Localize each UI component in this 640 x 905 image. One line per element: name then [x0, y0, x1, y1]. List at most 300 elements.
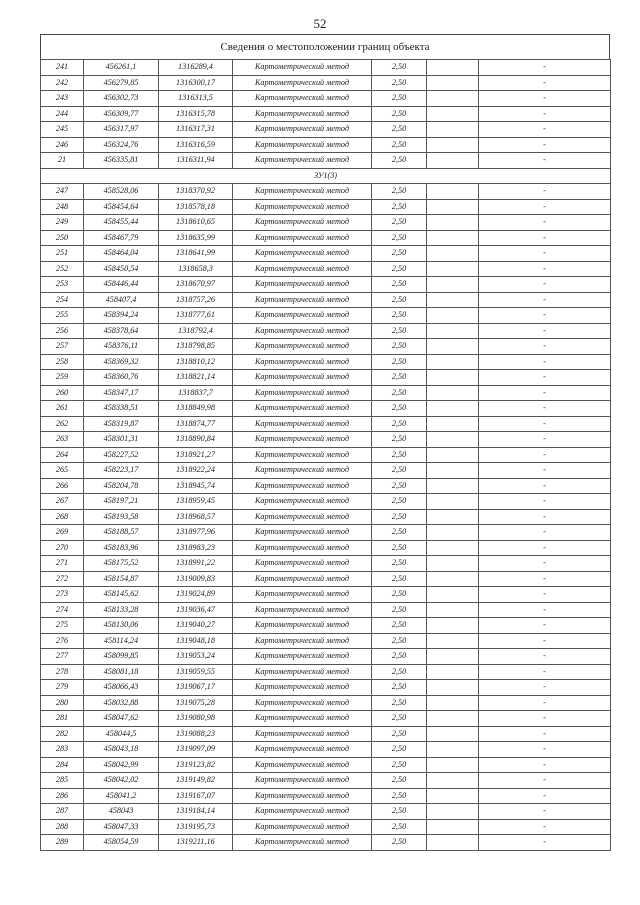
description-cell: -: [479, 277, 611, 293]
table-row: [41, 680, 611, 696]
table-row: [41, 525, 611, 541]
determination-method: Картометрический метод: [233, 308, 372, 324]
determination-method: Картометрический метод: [233, 773, 372, 789]
determination-method: Картометрический метод: [233, 649, 372, 665]
table-row: [41, 773, 611, 789]
table-row: [41, 726, 611, 742]
accuracy-value: 2,50: [372, 757, 427, 773]
point-number: 270: [41, 540, 84, 556]
determination-method: Картометрический метод: [233, 60, 372, 76]
description-cell: -: [479, 401, 611, 417]
coordinate-x: 458204,78: [84, 478, 159, 494]
table-row: [41, 664, 611, 680]
description-cell: -: [479, 354, 611, 370]
determination-method: Картометрический метод: [233, 277, 372, 293]
description-cell: -: [479, 494, 611, 510]
point-number: 243: [41, 91, 84, 107]
table-row: [41, 494, 611, 510]
coordinate-x: 458227,52: [84, 447, 159, 463]
table-row: [41, 292, 611, 308]
empty-cell: [427, 385, 479, 401]
table-row: [41, 788, 611, 804]
coordinate-x: 458032,88: [84, 695, 159, 711]
accuracy-value: 2,50: [372, 401, 427, 417]
point-number: 253: [41, 277, 84, 293]
point-number: 260: [41, 385, 84, 401]
point-number: 254: [41, 292, 84, 308]
table-row: [41, 633, 611, 649]
empty-cell: [427, 804, 479, 820]
coordinate-x: 458043,18: [84, 742, 159, 758]
table-row: [41, 199, 611, 215]
coordinate-y: 1318837,7: [159, 385, 233, 401]
coordinate-y: 1318578,18: [159, 199, 233, 215]
description-cell: -: [479, 261, 611, 277]
coordinate-y: 1319211,16: [159, 835, 233, 851]
accuracy-value: 2,50: [372, 292, 427, 308]
determination-method: Картометрический метод: [233, 246, 372, 262]
empty-cell: [427, 726, 479, 742]
coordinate-x: 458175,52: [84, 556, 159, 572]
empty-cell: [427, 370, 479, 386]
table-row: [41, 602, 611, 618]
point-number: 289: [41, 835, 84, 851]
description-cell: -: [479, 91, 611, 107]
description-cell: -: [479, 308, 611, 324]
determination-method: Картометрический метод: [233, 153, 372, 169]
coordinate-x: 458066,43: [84, 680, 159, 696]
table-row: [41, 122, 611, 138]
description-cell: -: [479, 60, 611, 76]
point-number: 274: [41, 602, 84, 618]
coordinate-x: 458347,17: [84, 385, 159, 401]
point-number: 283: [41, 742, 84, 758]
coordinate-y: 1318983,23: [159, 540, 233, 556]
coordinate-x: 458054,59: [84, 835, 159, 851]
description-cell: -: [479, 525, 611, 541]
determination-method: Картометрический метод: [233, 416, 372, 432]
determination-method: Картометрический метод: [233, 571, 372, 587]
accuracy-value: 2,50: [372, 323, 427, 339]
empty-cell: [427, 649, 479, 665]
table-row: [41, 385, 611, 401]
accuracy-value: 2,50: [372, 773, 427, 789]
coordinate-y: 1318849,98: [159, 401, 233, 417]
point-number: 271: [41, 556, 84, 572]
coordinate-y: 1319067,17: [159, 680, 233, 696]
point-number: 275: [41, 618, 84, 634]
accuracy-value: 2,50: [372, 246, 427, 262]
empty-cell: [427, 525, 479, 541]
point-number: 287: [41, 804, 84, 820]
point-number: 251: [41, 246, 84, 262]
description-cell: -: [479, 447, 611, 463]
point-number: 267: [41, 494, 84, 510]
determination-method: Картометрический метод: [233, 618, 372, 634]
coordinate-x: 458467,79: [84, 230, 159, 246]
coordinate-x: 458360,76: [84, 370, 159, 386]
coordinate-x: 458130,06: [84, 618, 159, 634]
point-number: 272: [41, 571, 84, 587]
point-number: 282: [41, 726, 84, 742]
determination-method: Картометрический метод: [233, 711, 372, 727]
coordinate-y: 1318922,24: [159, 463, 233, 479]
empty-cell: [427, 122, 479, 138]
empty-cell: [427, 835, 479, 851]
determination-method: Картометрический метод: [233, 804, 372, 820]
empty-cell: [427, 339, 479, 355]
accuracy-value: 2,50: [372, 618, 427, 634]
determination-method: Картометрический метод: [233, 401, 372, 417]
point-number: 264: [41, 447, 84, 463]
determination-method: Картометрический метод: [233, 494, 372, 510]
table-row: [41, 540, 611, 556]
empty-cell: [427, 478, 479, 494]
accuracy-value: 2,50: [372, 447, 427, 463]
empty-cell: [427, 60, 479, 76]
point-number: 276: [41, 633, 84, 649]
accuracy-value: 2,50: [372, 556, 427, 572]
description-cell: -: [479, 153, 611, 169]
section-separator-row: [41, 168, 611, 184]
description-cell: -: [479, 835, 611, 851]
table-row: [41, 261, 611, 277]
coordinate-y: 1316317,31: [159, 122, 233, 138]
point-number: 242: [41, 75, 84, 91]
coordinate-y: 1319097,09: [159, 742, 233, 758]
empty-cell: [427, 308, 479, 324]
empty-cell: [427, 587, 479, 603]
description-cell: -: [479, 571, 611, 587]
coordinate-x: 458378,64: [84, 323, 159, 339]
determination-method: Картометрический метод: [233, 75, 372, 91]
coordinate-x: 458099,85: [84, 649, 159, 665]
empty-cell: [427, 215, 479, 231]
coordinate-x: 458223,17: [84, 463, 159, 479]
coordinate-y: 1318670,97: [159, 277, 233, 293]
empty-cell: [427, 664, 479, 680]
accuracy-value: 2,50: [372, 60, 427, 76]
determination-method: Картометрический метод: [233, 354, 372, 370]
point-number: 249: [41, 215, 84, 231]
accuracy-value: 2,50: [372, 416, 427, 432]
coordinate-x: 456261,1: [84, 60, 159, 76]
accuracy-value: 2,50: [372, 354, 427, 370]
table-title: Сведения о местоположении границ объекта: [40, 34, 610, 59]
table-row: [41, 230, 611, 246]
coordinate-y: 1318757,26: [159, 292, 233, 308]
coordinate-y: 1319149,82: [159, 773, 233, 789]
coordinate-x: 458455,44: [84, 215, 159, 231]
coordinate-y: 1318959,45: [159, 494, 233, 510]
point-number: 273: [41, 587, 84, 603]
determination-method: Картометрический метод: [233, 432, 372, 448]
coordinate-x: 458145,62: [84, 587, 159, 603]
table-row: [41, 618, 611, 634]
accuracy-value: 2,50: [372, 742, 427, 758]
coordinate-y: 1319075,28: [159, 695, 233, 711]
accuracy-value: 2,50: [372, 587, 427, 603]
point-number: 262: [41, 416, 84, 432]
description-cell: -: [479, 184, 611, 200]
description-cell: -: [479, 478, 611, 494]
coordinate-x: 458450,54: [84, 261, 159, 277]
coordinate-x: 458454,64: [84, 199, 159, 215]
coordinate-y: 1318977,96: [159, 525, 233, 541]
empty-cell: [427, 618, 479, 634]
coordinate-x: 458319,87: [84, 416, 159, 432]
table-row: [41, 819, 611, 835]
table-row: [41, 416, 611, 432]
boundary-sheet: [40, 34, 610, 851]
empty-cell: [427, 277, 479, 293]
description-cell: -: [479, 680, 611, 696]
determination-method: Картометрический метод: [233, 447, 372, 463]
table-row: [41, 571, 611, 587]
table-row: [41, 742, 611, 758]
empty-cell: [427, 432, 479, 448]
table-row: [41, 432, 611, 448]
accuracy-value: 2,50: [372, 184, 427, 200]
coordinate-x: 456317,97: [84, 122, 159, 138]
coordinate-y: 1319053,24: [159, 649, 233, 665]
coordinate-y: 1318635,99: [159, 230, 233, 246]
point-number: 246: [41, 137, 84, 153]
empty-cell: [427, 75, 479, 91]
description-cell: -: [479, 695, 611, 711]
empty-cell: [427, 292, 479, 308]
empty-cell: [427, 695, 479, 711]
coordinate-y: 1318658,3: [159, 261, 233, 277]
coordinate-y: 1319195,73: [159, 819, 233, 835]
coordinate-x: 458301,31: [84, 432, 159, 448]
coordinate-y: 1318921,27: [159, 447, 233, 463]
accuracy-value: 2,50: [372, 91, 427, 107]
empty-cell: [427, 246, 479, 262]
table-row: [41, 835, 611, 851]
coordinate-x: 458042,99: [84, 757, 159, 773]
point-number: 269: [41, 525, 84, 541]
table-row: [41, 587, 611, 603]
coordinate-y: 1319167,07: [159, 788, 233, 804]
point-number: 286: [41, 788, 84, 804]
description-cell: -: [479, 618, 611, 634]
empty-cell: [427, 106, 479, 122]
determination-method: Картометрический метод: [233, 788, 372, 804]
coordinate-x: 456324,76: [84, 137, 159, 153]
description-cell: -: [479, 432, 611, 448]
empty-cell: [427, 184, 479, 200]
accuracy-value: 2,50: [372, 106, 427, 122]
empty-cell: [427, 323, 479, 339]
coordinate-x: 458044,5: [84, 726, 159, 742]
point-number: 256: [41, 323, 84, 339]
table-row: [41, 478, 611, 494]
point-number: 250: [41, 230, 84, 246]
accuracy-value: 2,50: [372, 695, 427, 711]
accuracy-value: 2,50: [372, 199, 427, 215]
description-cell: -: [479, 509, 611, 525]
accuracy-value: 2,50: [372, 153, 427, 169]
coordinate-y: 1316311,94: [159, 153, 233, 169]
coordinate-y: 1318810,12: [159, 354, 233, 370]
determination-method: Картометрический метод: [233, 91, 372, 107]
description-cell: -: [479, 75, 611, 91]
determination-method: Картометрический метод: [233, 602, 372, 618]
coordinate-x: 458394,24: [84, 308, 159, 324]
point-number: 284: [41, 757, 84, 773]
accuracy-value: 2,50: [372, 819, 427, 835]
empty-cell: [427, 463, 479, 479]
accuracy-value: 2,50: [372, 804, 427, 820]
coordinate-x: 458528,06: [84, 184, 159, 200]
point-number: 268: [41, 509, 84, 525]
empty-cell: [427, 494, 479, 510]
description-cell: -: [479, 323, 611, 339]
determination-method: Картометрический метод: [233, 819, 372, 835]
description-cell: -: [479, 416, 611, 432]
description-cell: -: [479, 385, 611, 401]
accuracy-value: 2,50: [372, 509, 427, 525]
accuracy-value: 2,50: [372, 370, 427, 386]
table-row: [41, 509, 611, 525]
determination-method: Картометрический метод: [233, 509, 372, 525]
point-number: 252: [41, 261, 84, 277]
determination-method: Картометрический метод: [233, 137, 372, 153]
empty-cell: [427, 354, 479, 370]
empty-cell: [427, 819, 479, 835]
empty-cell: [427, 416, 479, 432]
table-row: [41, 757, 611, 773]
empty-cell: [427, 680, 479, 696]
description-cell: -: [479, 246, 611, 262]
description-cell: -: [479, 556, 611, 572]
point-number: 278: [41, 664, 84, 680]
coordinate-y: 1318874,77: [159, 416, 233, 432]
accuracy-value: 2,50: [372, 711, 427, 727]
description-cell: -: [479, 804, 611, 820]
point-number: 279: [41, 680, 84, 696]
determination-method: Картометрический метод: [233, 230, 372, 246]
empty-cell: [427, 556, 479, 572]
table-row: [41, 804, 611, 820]
coordinate-x: 458043: [84, 804, 159, 820]
coordinate-y: 1319024,89: [159, 587, 233, 603]
determination-method: Картометрический метод: [233, 540, 372, 556]
table-row: [41, 339, 611, 355]
empty-cell: [427, 711, 479, 727]
description-cell: -: [479, 463, 611, 479]
coordinate-x: 458407,4: [84, 292, 159, 308]
coordinate-x: 458188,57: [84, 525, 159, 541]
empty-cell: [427, 91, 479, 107]
determination-method: Картометрический метод: [233, 370, 372, 386]
determination-method: Картометрический метод: [233, 323, 372, 339]
determination-method: Картометрический метод: [233, 385, 372, 401]
empty-cell: [427, 261, 479, 277]
coordinates-table-body: [41, 60, 611, 851]
empty-cell: [427, 540, 479, 556]
point-number: 247: [41, 184, 84, 200]
point-number: 281: [41, 711, 84, 727]
coordinate-x: 456302,73: [84, 91, 159, 107]
coordinate-x: 458042,02: [84, 773, 159, 789]
accuracy-value: 2,50: [372, 540, 427, 556]
coordinate-x: 458047,62: [84, 711, 159, 727]
coordinate-y: 1318968,57: [159, 509, 233, 525]
coordinate-x: 456279,85: [84, 75, 159, 91]
table-row: [41, 91, 611, 107]
description-cell: -: [479, 230, 611, 246]
table-row: [41, 215, 611, 231]
coordinate-y: 1318777,61: [159, 308, 233, 324]
empty-cell: [427, 602, 479, 618]
coordinate-x: 458376,11: [84, 339, 159, 355]
coordinate-y: 1318792,4: [159, 323, 233, 339]
determination-method: Картометрический метод: [233, 556, 372, 572]
description-cell: -: [479, 540, 611, 556]
coordinate-y: 1318610,65: [159, 215, 233, 231]
coordinate-x: 458114,24: [84, 633, 159, 649]
description-cell: -: [479, 122, 611, 138]
point-number: 261: [41, 401, 84, 417]
accuracy-value: 2,50: [372, 339, 427, 355]
determination-method: Картометрический метод: [233, 199, 372, 215]
coordinate-x: 458197,21: [84, 494, 159, 510]
coordinate-x: 458369,32: [84, 354, 159, 370]
coordinate-x: 456335,81: [84, 153, 159, 169]
coordinate-y: 1319088,23: [159, 726, 233, 742]
table-row: [41, 60, 611, 76]
coordinate-x: 458338,51: [84, 401, 159, 417]
coordinate-y: 1318945,74: [159, 478, 233, 494]
determination-method: Картометрический метод: [233, 633, 372, 649]
description-cell: -: [479, 664, 611, 680]
description-cell: -: [479, 773, 611, 789]
description-cell: -: [479, 106, 611, 122]
coordinates-table: [40, 59, 611, 851]
description-cell: -: [479, 292, 611, 308]
coordinate-y: 1319184,14: [159, 804, 233, 820]
coordinate-x: 458154,87: [84, 571, 159, 587]
determination-method: Картометрический метод: [233, 292, 372, 308]
description-cell: -: [479, 633, 611, 649]
accuracy-value: 2,50: [372, 726, 427, 742]
accuracy-value: 2,50: [372, 649, 427, 665]
coordinate-y: 1316315,78: [159, 106, 233, 122]
empty-cell: [427, 401, 479, 417]
coordinate-x: 458047,33: [84, 819, 159, 835]
table-row: [41, 463, 611, 479]
determination-method: Картометрический метод: [233, 184, 372, 200]
empty-cell: [427, 633, 479, 649]
section-label: ЗУ1(3): [41, 168, 611, 184]
description-cell: -: [479, 649, 611, 665]
coordinate-y: 1318370,92: [159, 184, 233, 200]
accuracy-value: 2,50: [372, 680, 427, 696]
determination-method: Картометрический метод: [233, 664, 372, 680]
empty-cell: [427, 742, 479, 758]
point-number: 266: [41, 478, 84, 494]
coordinate-x: 458133,28: [84, 602, 159, 618]
accuracy-value: 2,50: [372, 230, 427, 246]
accuracy-value: 2,50: [372, 308, 427, 324]
accuracy-value: 2,50: [372, 571, 427, 587]
accuracy-value: 2,50: [372, 122, 427, 138]
table-row: [41, 354, 611, 370]
description-cell: -: [479, 788, 611, 804]
accuracy-value: 2,50: [372, 215, 427, 231]
